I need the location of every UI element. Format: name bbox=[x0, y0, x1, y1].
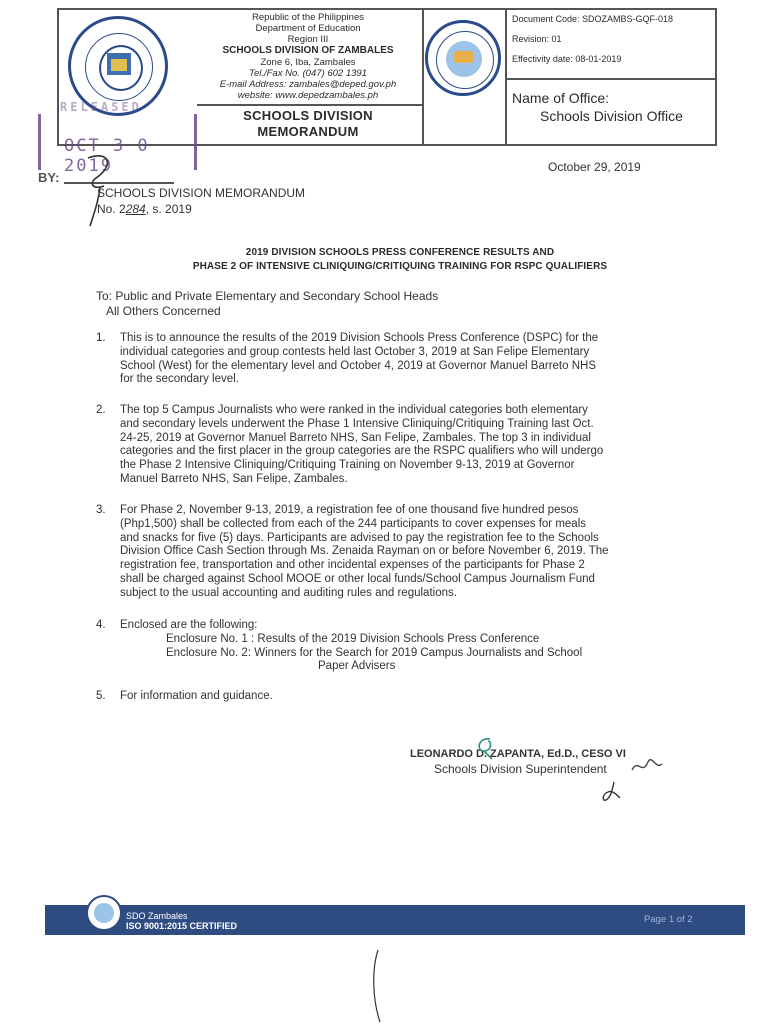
letterhead-block bbox=[196, 12, 420, 101]
signatory-block bbox=[410, 747, 626, 777]
handwritten-initial-mark bbox=[598, 778, 624, 804]
item-number: 3. bbox=[96, 504, 106, 516]
memo-number-handwritten: 284 bbox=[125, 202, 146, 216]
footer-org-info bbox=[126, 911, 237, 931]
region-text: Region III bbox=[287, 34, 329, 45]
item-line: registration fee, transportation and other incidental expenses of the participants for Phase 2 bbox=[120, 559, 585, 572]
division-name: SCHOOLS DIVISION OF ZAMBALES bbox=[222, 45, 394, 56]
stamp-date: OCT 3 0 2019 bbox=[64, 136, 150, 176]
addressee-line2: All Others Concerned bbox=[106, 303, 221, 318]
email-text: E-mail Address: zambales@deped.gov.ph bbox=[219, 79, 397, 90]
memo-title-line2: MEMORANDUM bbox=[257, 124, 359, 139]
document-info bbox=[512, 14, 712, 65]
initial-mark bbox=[628, 756, 664, 780]
memo-date: October 29, 2019 bbox=[548, 160, 641, 174]
republic-text: Republic of the Philippines bbox=[252, 12, 364, 23]
memo-reference bbox=[97, 185, 305, 217]
signatory-name: LEONARDO D. ZAPANTA, Ed.D., CESO VI bbox=[410, 748, 626, 760]
subject-line1: 2019 DIVISION SCHOOLS PRESS CONFERENCE RESULTS AND bbox=[245, 247, 555, 258]
item-line: For information and guidance. bbox=[120, 690, 273, 702]
addressees bbox=[96, 289, 438, 318]
item-number: 2. bbox=[96, 404, 106, 416]
item-number: 5. bbox=[96, 690, 106, 702]
item-line: subject to the usual accounting and auditing rules and regulations. bbox=[120, 586, 457, 599]
divider bbox=[197, 104, 423, 106]
footer-org: SDO Zambales bbox=[126, 911, 188, 921]
enclosure-item: Paper Advisers bbox=[318, 660, 396, 673]
memo-series: , s. 2019 bbox=[145, 202, 192, 216]
signatory-position: Schools Division Superintendent bbox=[434, 762, 607, 776]
item-line: Manuel Barreto NHS, San Felipe, Zambales. bbox=[120, 472, 348, 485]
revision: Revision: 01 bbox=[512, 34, 562, 44]
page-indicator: Page 1 of 2 bbox=[644, 914, 693, 925]
item-line: (Php1,500) shall be collected from each of the 244 participants to cover expenses for meals bbox=[120, 517, 587, 530]
office-name: Schools Division Office bbox=[540, 108, 683, 124]
stamp-label: RELEASED bbox=[60, 100, 142, 114]
item-line: individual categories and group contests held last October 3, 2019 at San Felipe Elementary bbox=[120, 345, 590, 358]
divider bbox=[505, 78, 715, 80]
department-text: Department of Education bbox=[255, 23, 361, 34]
item-line: School (West) for the elementary level and October 4, 2019 at Governor Manuel Barreto NHS bbox=[120, 359, 596, 372]
item-line: For Phase 2, November 9-13, 2019, a registration fee of one thousand five hundred pesos bbox=[120, 504, 579, 516]
subject-line2: PHASE 2 OF INTENSIVE CLINIQUING/CRITIQUING TRAINING FOR RSPC QUALIFIERS bbox=[192, 261, 608, 272]
divider bbox=[505, 10, 507, 144]
item-line: 24-25, 2019 at Governor Manuel Barreto NHS, San Felipe, Zambales. The top 3 in individual bbox=[120, 431, 591, 444]
memo-reference-line: SCHOOLS DIVISION MEMORANDUM bbox=[97, 186, 306, 200]
item-number: 1. bbox=[96, 332, 106, 344]
item-number: 4. bbox=[96, 619, 106, 631]
effectivity-date: Effectivity date: 08-01-2019 bbox=[512, 54, 622, 64]
divider bbox=[422, 10, 424, 144]
memo-subject bbox=[80, 246, 720, 274]
item-line: and secondary levels underwent the Phase 1 Intensive Cliniquing/Critiquing Training last Oct. bbox=[120, 417, 594, 430]
item-line: and snacks for five (5) days. Participants are advised to pay the registration fee to the Schools bbox=[120, 531, 599, 544]
item-line: This is to announce the results of the 2019 Division Schools Press Conference (DSPC) for the bbox=[120, 332, 599, 344]
item-line: shall be charged against School MOOE or other local funds/School Campus Journalism Fund bbox=[120, 572, 595, 585]
memo-title-block bbox=[196, 108, 420, 140]
signature-mark bbox=[470, 733, 500, 763]
footer-iso: ISO 9001:2015 CERTIFIED bbox=[126, 921, 238, 931]
enclosure-item: Enclosure No. 2: Winners for the Search for 2019 Campus Journalists and School bbox=[166, 646, 583, 659]
pen-mark bbox=[368, 948, 388, 1024]
website-text: website: www.depedzambales.ph bbox=[237, 90, 379, 101]
item-line: Enclosed are the following: bbox=[120, 619, 258, 631]
office-label: Name of Office: bbox=[512, 90, 610, 106]
document-code: Document Code: SDOZAMBS-GQF-018 bbox=[512, 14, 674, 24]
memo-number-label: No. 2 bbox=[97, 202, 126, 216]
item-line: categories and the first placer in the group categories are the RSPC qualifiers who will undergo bbox=[120, 445, 604, 458]
item-line: for the secondary level. bbox=[120, 373, 239, 386]
item-line: Division Office Cash Section through Ms. Zenaida Rayman on or before November 6, 2019. The bbox=[120, 545, 609, 558]
address-text: Zone 6, Iba, Zambales bbox=[260, 57, 356, 68]
office-info bbox=[512, 89, 712, 125]
item-line: the Phase 2 Intensive Cliniquing/Critiquing Training on November 9-13, 2019 at Governor bbox=[120, 459, 575, 472]
memo-number-line bbox=[97, 201, 305, 217]
telfax-text: Tel./Fax No. (047) 602 1391 bbox=[249, 68, 367, 79]
enclosure-item: Enclosure No. 1 : Results of the 2019 Division Schools Press Conference bbox=[166, 632, 540, 645]
footer-logo bbox=[86, 895, 122, 931]
addressee-line1: To: Public and Private Elementary and Secondary School Heads bbox=[96, 289, 439, 303]
item-line: The top 5 Campus Journalists who were ranked in the individual categories both elementary bbox=[120, 404, 588, 416]
stamp-by-label: BY: bbox=[38, 170, 60, 185]
memo-title-line1: SCHOOLS DIVISION bbox=[243, 108, 373, 123]
division-seal-logo bbox=[425, 20, 501, 96]
